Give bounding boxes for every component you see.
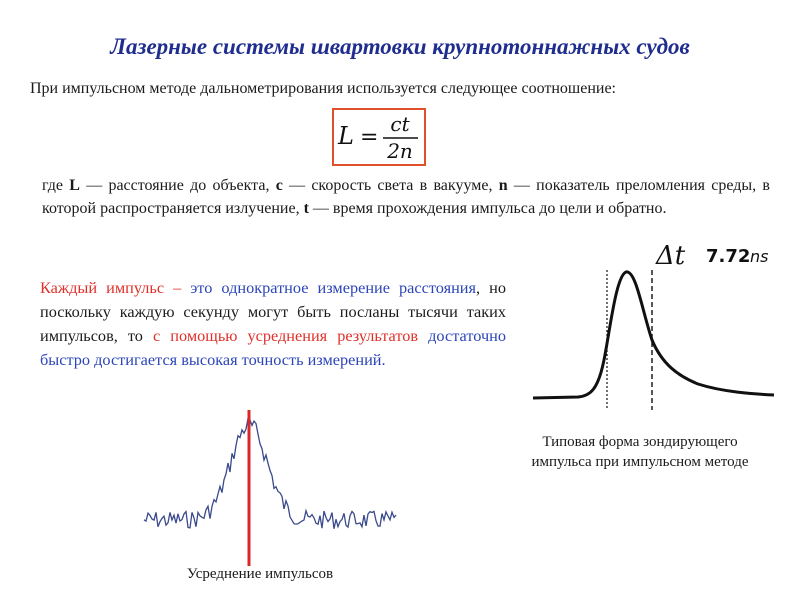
symbol-L: L	[69, 177, 80, 194]
formula-explanation: где L — расстояние до объекта, c — скорость света в вакууме, n — показатель преломления среды, в которой распространяется излучение, t — время прохождения импульса до цели и обратно.	[42, 177, 770, 217]
pulse-averaging-figure	[140, 408, 400, 573]
delta-t-unit: ns	[750, 247, 769, 266]
pulse-caption: Типовая форма зондирующего импульса при импульсном методе	[531, 434, 749, 470]
averaging-caption: Усреднение импульсов	[186, 566, 334, 582]
delta-t-value: 7.72	[706, 246, 751, 267]
symbol-t: t	[303, 200, 309, 217]
intro-text: При импульсном методе дальнометрирования используется следующее соотношение:	[30, 80, 616, 97]
formula-denominator: 2n	[387, 139, 413, 163]
formula-lhs: L	[338, 122, 354, 150]
symbol-n: n	[498, 177, 508, 194]
range-formula	[332, 108, 426, 166]
symbol-c: c	[275, 177, 283, 194]
noisy-signal-trace	[144, 419, 396, 529]
slide-title: Лазерные системы швартовки крупнотоннажных судов	[110, 34, 690, 59]
probing-pulse-figure	[528, 238, 778, 423]
pulse-waveform	[533, 272, 774, 398]
delta-t-symbol: Δt	[656, 241, 686, 271]
averaging-paragraph: Каждый импульс – это однократное измерение расстояния, но поскольку каждую секунду могут быть посланы тысячи таких импульсов, то с помощью усреднения результатов достаточно быстро достигается высокая точность измерений.	[40, 278, 507, 369]
formula-numerator: ct	[390, 112, 410, 136]
formula-equals: =	[360, 125, 379, 150]
